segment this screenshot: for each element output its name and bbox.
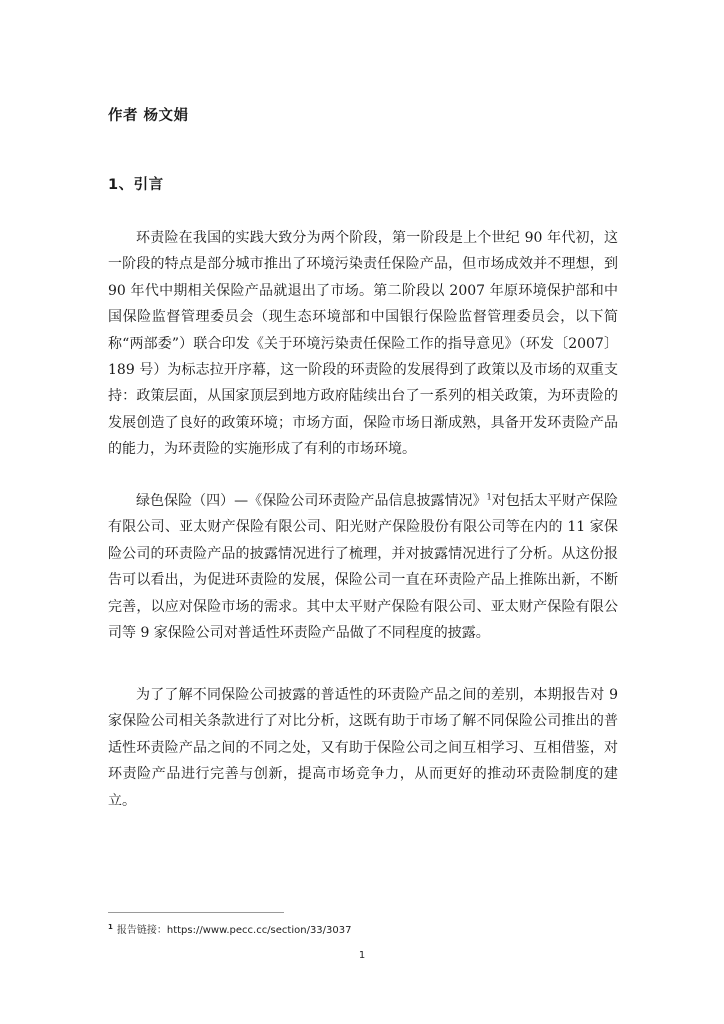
page-number: 1 xyxy=(358,950,366,961)
paragraph-1: 环责险在我国的实践大致分为两个阶段，第一阶段是上个世纪 90 年代初，这一阶段的特点是部分城市推出了环境污染责任保险产品，但市场成效并不理想，到 90 年代中期相关保险产品就退出了市场。第二阶段以 2007 年原环境保护部和中国保险监督管理委员会（现生态环境部和中国银行保险监督管理委员会，以下简称“两部委”）联合印发《关于环境污染责任保险工作的指导意见》（环发〔2007〕189 号）为标志拉开序幕，这一阶段的环责险的发展得到了政策以及市场的双重支持：政策层面，从国家顶层到地方政府陆续出台了一系列的相关政策，为环责险的发展创造了良好的政策环境；市场方面，保险市场日渐成熟，具备开发环责险产品的能力，为环责险的实施形成了有利的市场环境。 xyxy=(108,230,618,458)
paragraph-2 xyxy=(108,488,618,646)
footnote xyxy=(108,921,351,936)
section-heading: 1、引言 xyxy=(108,177,164,193)
footnote-text[interactable]: 报告链接：https://www.pecc.cc/section/33/3037 xyxy=(116,925,352,936)
paragraph-2-lead: 绿色保险（四）—《保险公司环责险产品信息披露情况》 xyxy=(136,493,487,509)
footnote-divider xyxy=(108,912,284,913)
paragraph-3: 为了了解不同保险公司披露的普适性的环责险产品之间的差别，本期报告对 9 家保险公司相关条款进行了对比分析，这既有助于市场了解不同保险公司推出的普适性环责险产品之间的不同之处，又有助于保险公司之间互相学习、互相借鉴，对环责险产品进行完善与创新，提高市场竞争力，从而更好的推动环责险制度的建立。 xyxy=(108,687,618,809)
footnote-number: 1 xyxy=(108,922,113,931)
paragraph-2-rest: 对包括太平财产保险有限公司、亚太财产保险有限公司、阳光财产保险股份有限公司等在内的 11 家保险公司的环责险产品的披露情况进行了梳理，并对披露情况进行了分析。从这份报告可以看出，为促进环责险的发展，保险公司一直在环责险产品上推陈出新，不断完善，以应对保险市场的需求。其中太平财产保险有限公司、亚太财产保险有限公司等 9 家保险公司对普适性环责险产品做了不同程度的披露。 xyxy=(108,493,619,642)
footnote-reference[interactable]: 1 xyxy=(486,492,492,502)
author-line: 作者 杨文娟 xyxy=(108,108,189,124)
